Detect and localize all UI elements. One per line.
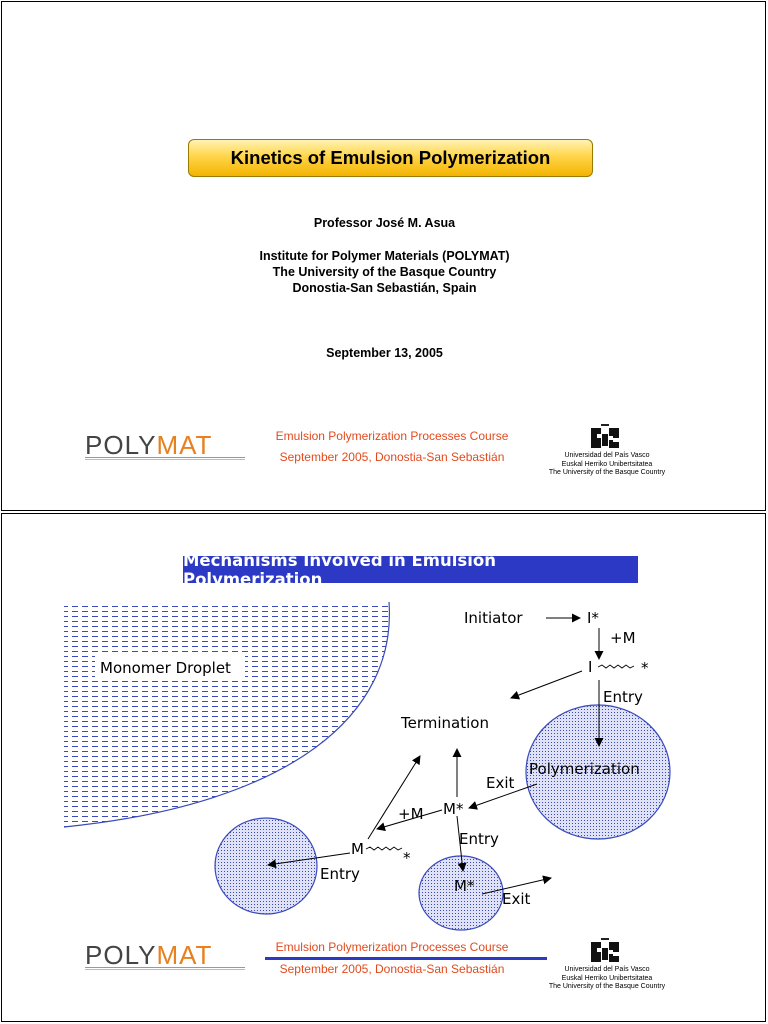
oligomer-chain-bottom (366, 847, 402, 850)
oligo-radical-m: M (351, 840, 364, 858)
polymat-logo-poly: POLY (85, 430, 157, 460)
polymat-logo (85, 432, 245, 464)
course-name-2: Emulsion Polymerization Processes Course (275, 940, 509, 954)
course-date-2: September 2005, Donostia-San Sebastián (279, 962, 505, 976)
monomer-droplet-label: Monomer Droplet (100, 659, 231, 677)
oligomer-chain-top (598, 665, 634, 668)
m-star-particle: M* (454, 877, 475, 895)
course-divider (265, 957, 547, 960)
affiliation-line-2: The University of the Basque Country (272, 265, 497, 279)
initiator-label: Initiator (464, 609, 523, 627)
mechanisms-title: Mechanisms Involved in Emulsion Polymerization (183, 556, 638, 583)
presentation-date: September 13, 2005 (326, 346, 443, 360)
polymer-particle-left (215, 818, 317, 914)
polymat-logo-poly-2: POLY (85, 940, 157, 970)
arrow-to-termination (511, 671, 582, 698)
author: Professor José M. Asua (313, 216, 456, 230)
star-top: * (641, 659, 649, 677)
upv-line-1-2: Universidad del País Vasco (564, 966, 650, 973)
entry-top-label: Entry (603, 688, 643, 706)
presentation-title: Kinetics of Emulsion Polymerization (188, 139, 593, 177)
upv-emblem-icon (587, 424, 623, 450)
upv-emblem-icon-2 (587, 938, 623, 964)
slide-title (1, 1, 766, 511)
exit-right-label: Exit (486, 774, 515, 792)
course-date: September 2005, Donostia-San Sebastián (279, 450, 505, 464)
slide-mechanisms (1, 513, 766, 1022)
plus-m-left: +M (398, 805, 424, 823)
radical-label: I* (587, 609, 599, 627)
m-star-center: M* (443, 800, 464, 818)
upv-line-3: The University of the Basque Country (548, 469, 666, 476)
plus-m-top: +M (610, 629, 636, 647)
oligo-radical-i: I (588, 658, 593, 676)
upv-line-2: Euskal Herriko Unibertsitatea (561, 460, 653, 468)
course-name: Emulsion Polymerization Processes Course (275, 429, 509, 443)
termination-label: Termination (401, 714, 489, 732)
entry-center-label: Entry (459, 830, 499, 848)
polymat-logo-2 (85, 942, 245, 974)
affiliation-line-1: Institute for Polymer Materials (POLYMAT) (259, 249, 510, 263)
star-bottom: * (403, 849, 411, 867)
exit-bottom-label: Exit (502, 890, 531, 908)
upv-logo (542, 424, 672, 480)
upv-line-1: Universidad del País Vasco (564, 452, 650, 459)
arrow-m-to-termination (368, 756, 420, 839)
upv-logo-2 (542, 938, 672, 994)
polymat-logo-mat: MAT (156, 430, 213, 460)
affiliation-line-3: Donostia-San Sebastián, Spain (292, 281, 477, 295)
upv-line-2-2: Euskal Herriko Unibertsitatea (561, 974, 653, 982)
polymat-logo-mat-2: MAT (156, 940, 213, 970)
upv-line-3-2: The University of the Basque Country (548, 983, 666, 990)
entry-left-label: Entry (320, 865, 360, 883)
polymerization-label: Polymerization (529, 760, 640, 778)
